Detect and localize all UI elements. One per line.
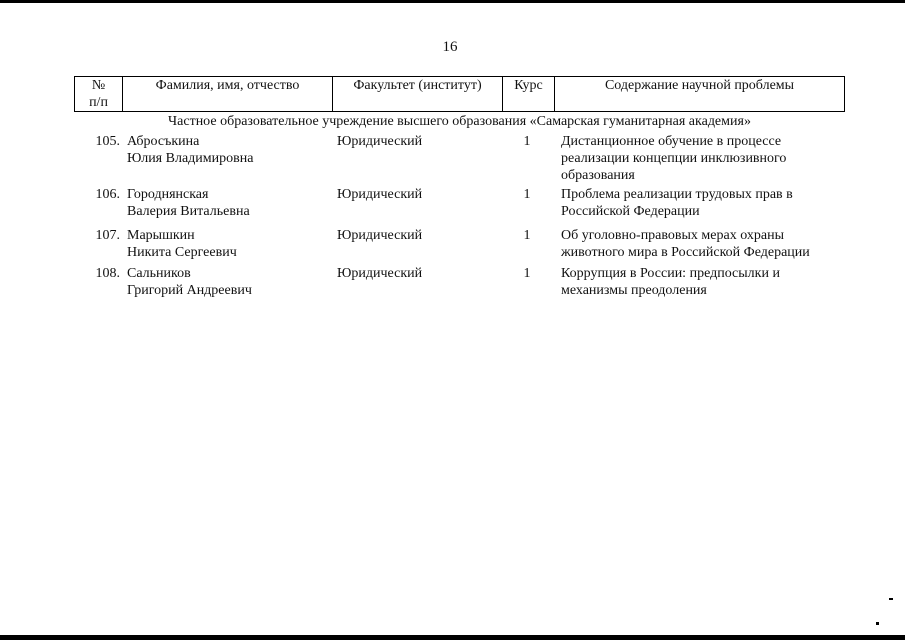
row-surname: Марышкин	[127, 228, 195, 243]
row-number: 106.	[95, 187, 120, 202]
row-given-names: Григорий Андреевич	[127, 283, 252, 298]
row-topic-line: Коррупция в России: предпосылки и	[561, 266, 780, 281]
row-topic	[561, 133, 851, 184]
page-number: 16	[442, 39, 458, 55]
row-faculty: Юридический	[337, 134, 423, 149]
row-number: 108.	[95, 266, 120, 281]
row-topic-line: Дистанционное обучение в процессе	[561, 134, 782, 149]
header-number-symbol: №	[91, 78, 106, 93]
row-course: 1	[523, 228, 531, 243]
row-topic-line: животного мира в Российской Федерации	[561, 245, 810, 260]
row-topic	[561, 227, 851, 261]
scan-border-bottom	[0, 635, 905, 640]
row-full-name	[127, 186, 332, 220]
row-full-name	[127, 265, 332, 299]
row-topic	[561, 265, 851, 299]
row-number: 105.	[95, 134, 120, 149]
row-full-name	[127, 227, 332, 261]
row-surname: Абросъкина	[127, 134, 200, 149]
institution-heading: Частное образовательное учреждение высшего образования «Самарская гуманитарная академия»	[168, 114, 751, 129]
row-course: 1	[523, 266, 531, 281]
row-surname: Городнянская	[127, 187, 209, 202]
scan-border-top	[0, 0, 905, 3]
scan-speck	[876, 622, 879, 625]
row-given-names: Валерия Витальевна	[127, 204, 250, 219]
header-topic: Содержание научной проблемы	[604, 78, 795, 93]
header-number	[75, 77, 123, 111]
row-number: 107.	[95, 228, 120, 243]
header-faculty: Факультет (институт)	[333, 77, 503, 111]
row-course: 1	[523, 134, 531, 149]
row-course: 1	[523, 187, 531, 202]
row-given-names: Никита Сергеевич	[127, 245, 237, 260]
scan-speck	[889, 598, 893, 600]
row-faculty: Юридический	[337, 266, 423, 281]
row-surname: Сальников	[127, 266, 191, 281]
row-topic-line: образования	[561, 168, 635, 183]
header-number-abbr: п/п	[89, 95, 108, 110]
header-full-name: Фамилия, имя, отчество	[123, 77, 333, 111]
row-topic-line: Российской Федерации	[561, 204, 700, 219]
row-given-names: Юлия Владимировна	[127, 151, 254, 166]
row-full-name	[127, 133, 332, 167]
table-header	[74, 76, 845, 112]
row-faculty: Юридический	[337, 187, 423, 202]
row-topic-line: Об уголовно-правовых мерах охраны	[561, 228, 784, 243]
row-topic	[561, 186, 851, 220]
header-course: Курс	[503, 77, 555, 111]
row-topic-line: Проблема реализации трудовых прав в	[561, 187, 793, 202]
row-faculty: Юридический	[337, 228, 423, 243]
row-topic-line: механизмы преодоления	[561, 283, 707, 298]
row-topic-line: реализации концепции инклюзивного	[561, 151, 787, 166]
